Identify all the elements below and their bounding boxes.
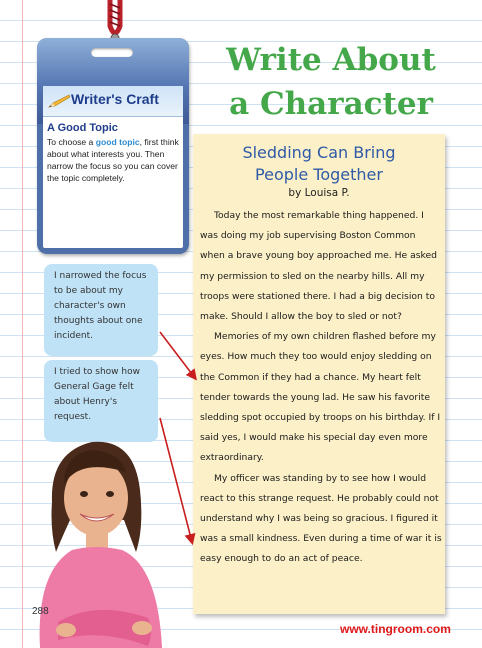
girl-photo bbox=[30, 432, 190, 648]
page-title-line: Write About bbox=[226, 42, 436, 78]
arrow-icon bbox=[160, 332, 195, 378]
story-title bbox=[193, 142, 445, 186]
story-title-line: People Together bbox=[255, 165, 383, 184]
topic-body-text: To choose a bbox=[47, 137, 96, 147]
page-title bbox=[196, 38, 466, 126]
writers-craft-tab bbox=[43, 86, 183, 117]
good-topic-heading: A Good Topic bbox=[47, 122, 118, 134]
story-paragraph: Memories of my own children flashed before my eyes. How much they too would enjoy sledding on the Common if they had a chance. My heart felt tender towards the young lad. He saw his favorite sledding spot occupied by troops on his birthday. If I said yes, I would make his special day even more extraordinary. bbox=[200, 331, 441, 464]
badge-content bbox=[43, 86, 183, 248]
story-byline: by Louisa P. bbox=[288, 187, 350, 199]
story-body bbox=[200, 206, 442, 570]
good-topic-body bbox=[47, 136, 181, 184]
page-number: 288 bbox=[32, 606, 49, 617]
story-paragraph: My officer was standing by to see how I would react to this strange request. He probably could not understand why I was being so gracious. I figured it was a small kindness. Even during a time of war it is easy enough to do an act of peace. bbox=[200, 472, 442, 565]
margin-note: I narrowed the focus to be about my character's own thoughts about one incident. bbox=[44, 264, 158, 356]
topic-highlight: good topic bbox=[95, 137, 140, 147]
badge-slot bbox=[91, 48, 133, 57]
notebook-margin-line bbox=[22, 0, 23, 648]
watermark-link[interactable]: www.tingroom.com bbox=[340, 622, 451, 636]
topic-body-text: , first think about what interests you. Then narrow the focus so you can cover the topic completely. bbox=[47, 137, 179, 183]
story-paragraph: Today the most remarkable thing happened. I was doing my job supervising Boston Common when a brave young boy approached me. He asked my permission to sled on the nearby hills. All my troops were stationed there. I had a big decision to make. Should I allow the boy to sled or not? bbox=[200, 210, 438, 323]
writers-craft-label: Writer's Craft bbox=[71, 91, 159, 107]
story-paper bbox=[193, 134, 445, 614]
page-title-line: a Character bbox=[229, 86, 433, 122]
story-title-line: Sledding Can Bring bbox=[242, 143, 396, 162]
margin-note: I tried to show how General Gage felt about Henry's request. bbox=[44, 360, 158, 442]
pencil-icon bbox=[47, 94, 71, 110]
writers-craft-badge bbox=[37, 38, 189, 254]
